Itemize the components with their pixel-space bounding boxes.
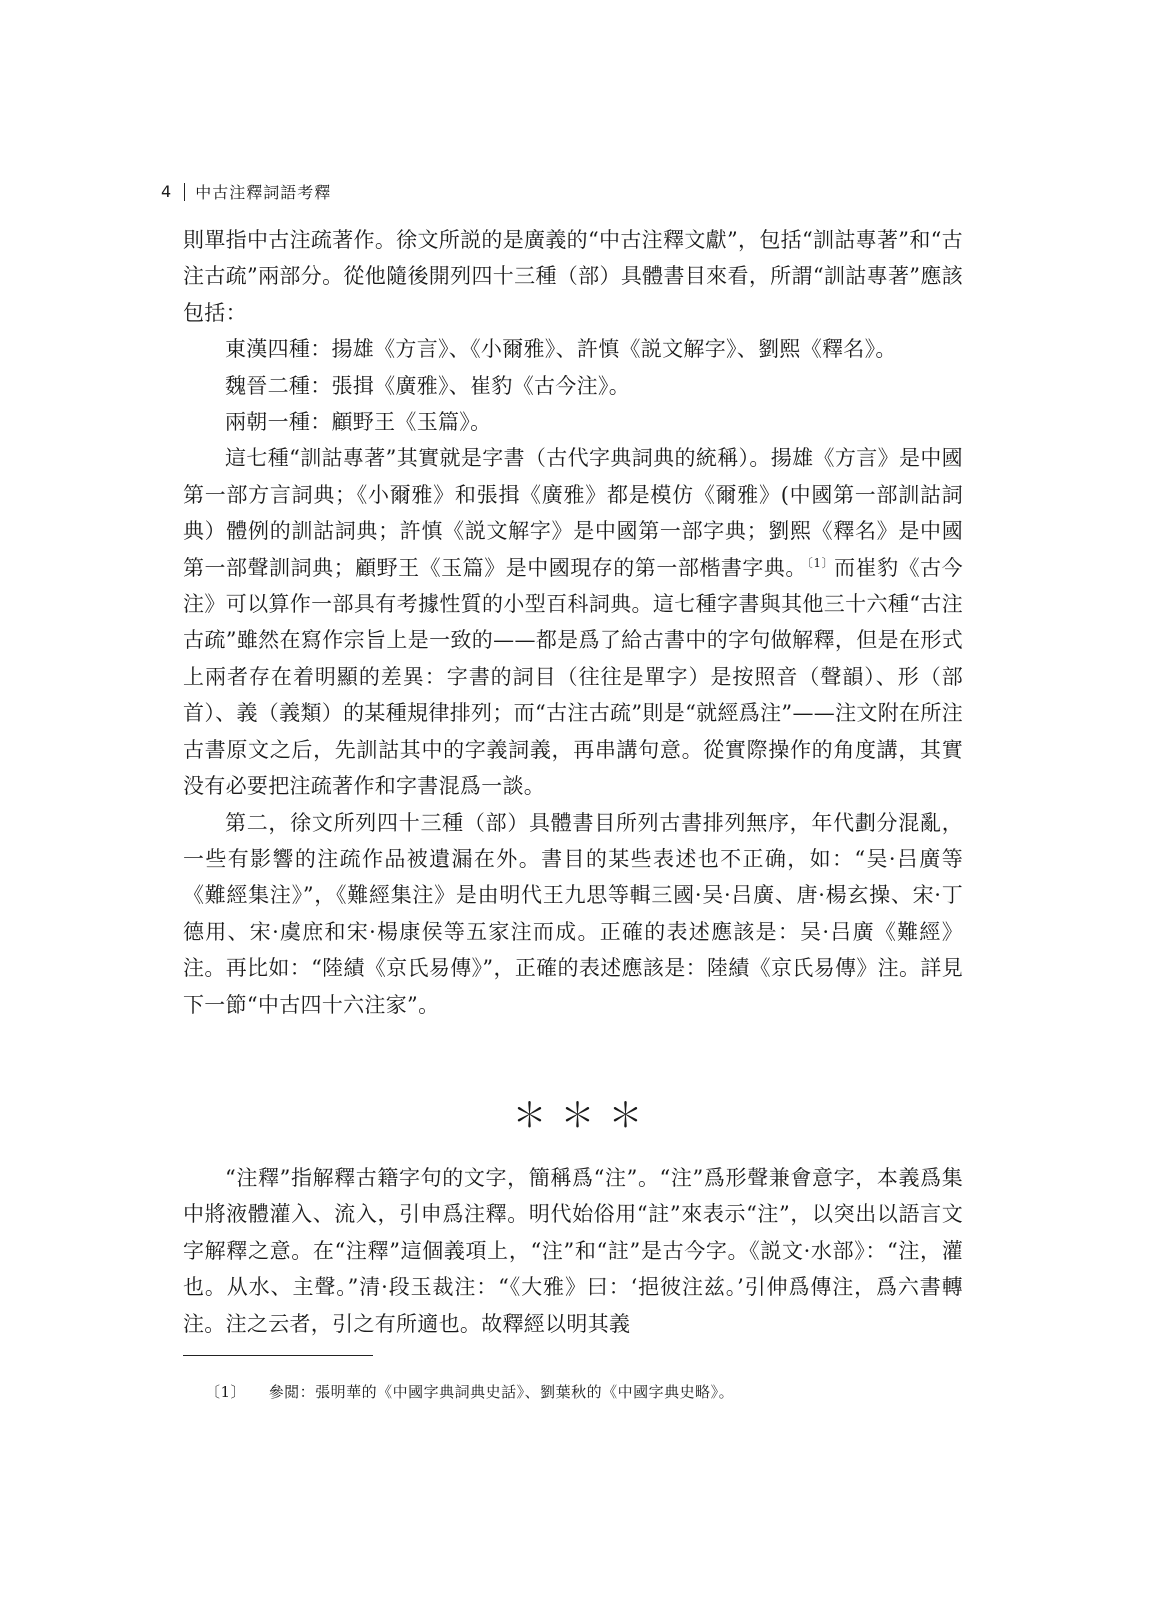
running-header <box>161 180 331 203</box>
paragraph-1: 則單指中古注疏著作。徐文所説的是廣義的“中古注釋文獻”，包括“訓詁專著”和“古注古疏”兩部分。從他隨後開列四十三種（部）具體書目來看，所謂“訓詁專著”應該包括： <box>183 228 963 325</box>
footnote-text: 參閲：張明華的《中國字典詞典史話》、劉葉秋的《中國字典史略》。 <box>268 1383 735 1401</box>
main-text-continued <box>183 1160 963 1342</box>
paragraph-2 <box>183 440 963 804</box>
paragraph-2-part-1: 這七種“訓詁專著”其實就是字書（古代字典詞典的統稱）。揚雄《方言》是中國第一部方言詞典；《小爾雅》和張揖《廣雅》都是模仿《爾雅》(中國第一部訓詁詞典）體例的訓詁詞典；許慎《説文解字》是中國第一部字典；劉熙《釋名》是中國第一部聲訓詞典；顧野王《玉篇》是中國現存的第一部楷書字典。 <box>183 446 963 580</box>
list-item: 兩朝一種：顧野王《玉篇》。 <box>225 410 492 435</box>
footnote-rule <box>183 1355 373 1356</box>
footnote-number: 〔1〕 <box>205 1383 247 1401</box>
footnote-marker[interactable]: 〔1〕 <box>806 555 835 570</box>
book-title: 中古注釋詞語考釋 <box>195 183 332 202</box>
section-divider: ＊＊＊ <box>512 1096 657 1136</box>
list-item: 魏晉二種：張揖《廣雅》、崔豹《古今注》。 <box>225 373 630 398</box>
footnote <box>205 1381 734 1402</box>
paragraph-3: 第二，徐文所列四十三種（部）具體書目所列古書排列無序，年代劃分混亂，一些有影響的注疏作品被遺漏在外。書目的某些表述也不正确，如：“吴·吕廣等《難經集注》”，《難經集注》是由明代王九思等輯三國·吴·吕廣、唐·楊玄操、宋·丁德用、宋·虞庶和宋·楊康侯等五家注而成。正確的表述應該是：吴·吕廣《難經》注。再比如：“陸績《京氏易傳》”，正確的表述應該是：陸績《京氏易傳》注。詳見下一節“中古四十六注家”。 <box>183 810 963 1017</box>
main-text <box>183 222 963 1023</box>
header-divider <box>184 183 185 201</box>
page-number: 4 <box>161 182 173 201</box>
list-item: 東漢四種：揚雄《方言》、《小爾雅》、許慎《説文解字》、劉熙《釋名》。 <box>225 337 897 362</box>
paragraph-4: “注釋”指解釋古籍字句的文字，簡稱爲“注”。“注”爲形聲兼會意字，本義爲集中將液體灌入、流入，引申爲注釋。明代始俗用“註”來表示“注”，以突出以語言文字解釋之意。在“注釋”這個義項上，“注”和“註”是古今字。《説文·水部》：“注，灌也。从水、主聲。”清·段玉裁注：“《大雅》曰：‘挹彼注兹。’引伸爲傳注，爲六書轉注。注之云者，引之有所適也。故釋經以明其義 <box>183 1166 963 1336</box>
paragraph-2-part-2: 而崔豹《古今注》可以算作一部具有考據性質的小型百科詞典。這七種字書與其他三十六種“古注古疏”雖然在寫作宗旨上是一致的——都是爲了給古書中的字句做解釋，但是在形式上兩者存在着明顯的差異：字書的詞目（往往是單字）是按照音（聲韻）、形（部首）、義（義類）的某種規律排列；而“古注古疏”則是“就經爲注”——注文附在所注古書原文之后，先訓詁其中的字義詞義，再串講句意。從實際操作的角度講，其實没有必要把注疏著作和字書混爲一談。 <box>183 555 963 799</box>
